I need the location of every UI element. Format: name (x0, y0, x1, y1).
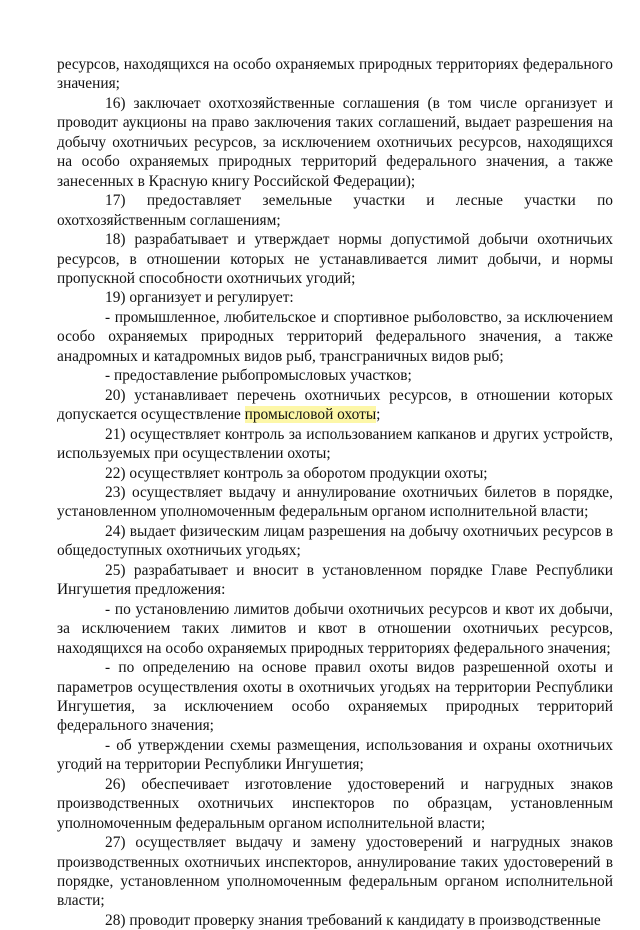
paragraph-21: 21) осуществляет контроль за использованием капканов и других устройств, используемых при осуществлении охоты; (57, 425, 613, 463)
paragraph-24: 24) выдает физическим лицам разрешения на добычу охотничьих ресурсов в общедоступных охотничьих угодьях; (57, 522, 613, 560)
paragraph-19-item-sites: - предоставление рыбопромысловых участков; (105, 367, 412, 385)
paragraph-17: 17) предоставляет земельные участки и лесные участки по охотхозяйственным соглашениям; (57, 192, 613, 229)
paragraph-28: 28) проводит проверку знания требований к кандидату в производственные (105, 911, 601, 929)
paragraph-19: 19) организует и регулирует: (105, 289, 294, 307)
search-highlight: промысловой охоты (244, 406, 377, 424)
paragraph-27: 27) осуществляет выдачу и замену удостоверений и нагрудных знаков производственных охотничьих инспекторов, аннулирование таких удостоверений в порядке, установленном уполномоченным федеральным органом исполнительной власти; (57, 834, 613, 910)
paragraph-25-item-scheme: - об утверждении схемы размещения, использования и охраны охотничьих угодий на территории Республики Ингушетия; (57, 736, 613, 774)
paragraph-23: 23) осуществляет выдачу и аннулирование охотничьих билетов в порядке, установленном уполномоченным федеральным органом исполнительной власти; (57, 483, 613, 521)
paragraph-20 (57, 386, 613, 425)
paragraph-26: 26) обеспечивает изготовление удостоверений и нагрудных знаков производственных охотничьих инспекторов по образцам, установленным уполномоченным федеральным органом исполнительной власти; (57, 775, 613, 832)
paragraph-25-item-rules: - по определению на основе правил охоты видов разрешенной охоты и параметров осуществления охоты в охотничьих угодьях на территории Республики Ингушетия, за исключением особо охраняемых природных территорий федерального значения; (57, 659, 613, 735)
paragraph-22: 22) осуществляет контроль за оборотом продукции охоты; (105, 464, 488, 482)
paragraph-19-item-fishing: - промышленное, любительское и спортивное рыболовство, за исключением особо охраняемых природных территорий федерального значения, а также анадромных и катадромных видов рыб, трансграничных видов рыб; (57, 308, 613, 365)
paragraph-20-end: ; (376, 406, 381, 424)
document-page (57, 55, 613, 930)
paragraph-25: 25) разрабатывает и вносит в установленном порядке Главе Республики Ингушетия предложения: (57, 561, 613, 599)
paragraph-25-item-limits: - по установлению лимитов добычи охотничьих ресурсов и квот их добычи, за исключением таких лимитов и квот в отношении охотничьих ресурсов, находящихся на особо охраняемых природных территориях федерального значения; (57, 600, 613, 657)
paragraph-20-text: 20) устанавливает перечень охотничьих ресурсов, в отношении которых допускается осуществление (57, 386, 613, 424)
paragraph-continuation: ресурсов, находящихся на особо охраняемых природных территориях федерального значения; (57, 56, 613, 93)
paragraph-18: 18) разрабатывает и утверждает нормы допустимой добычи охотничьих ресурсов, в отношении которых не устанавливается лимит добычи, и нормы пропускной способности охотничьих угодий; (57, 231, 613, 287)
paragraph-16: 16) заключает охотхозяйственные соглашения (в том числе организует и проводит аукционы на право заключения таких соглашений, выдает разрешения на добычу охотничьих ресурсов, за исключением охотничьих ресурсов, находящихся на особо охраняемых природных территорий федерального значения, а также занесенных в Красную книгу Российской Федерации); (57, 94, 613, 190)
